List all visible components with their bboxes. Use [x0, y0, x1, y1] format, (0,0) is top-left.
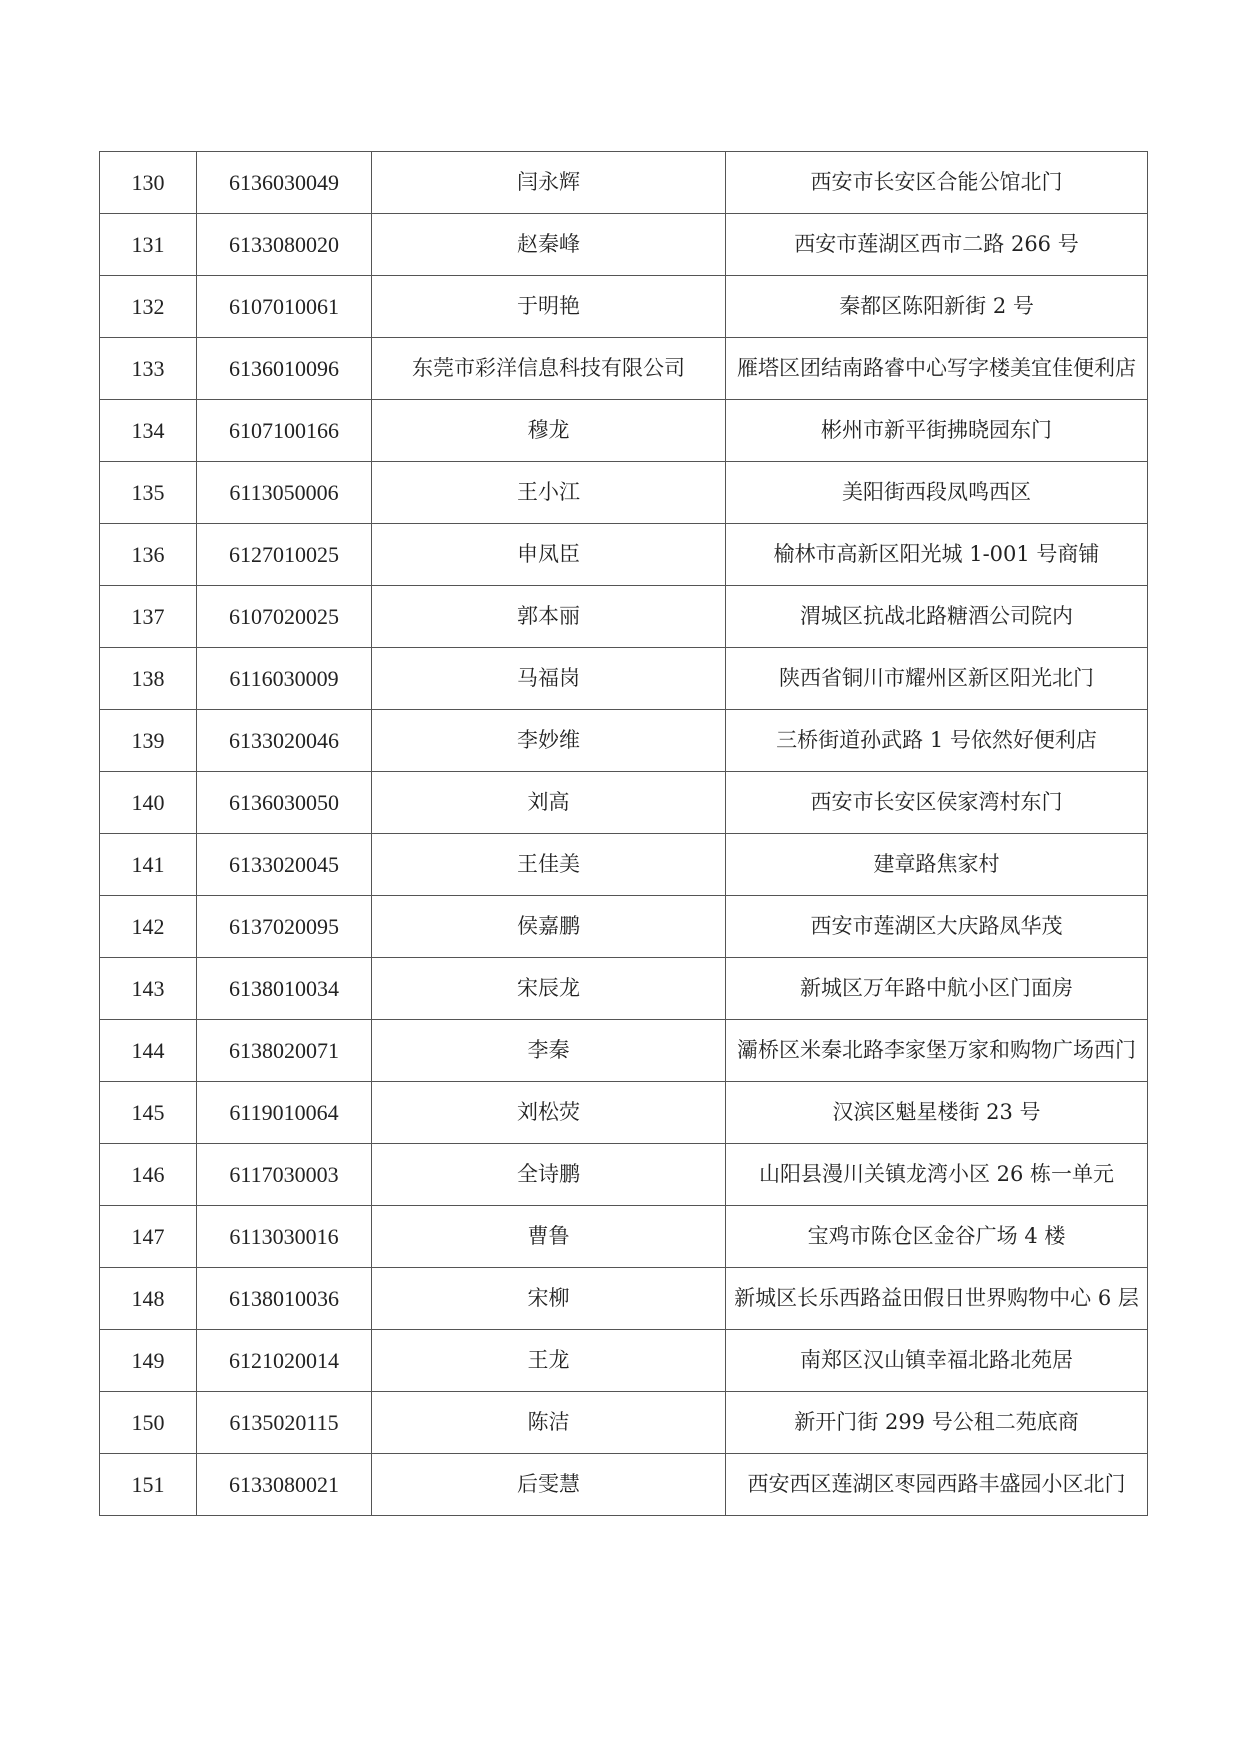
row-number-cell: 146 [100, 1144, 197, 1206]
owner-name-cell: 李秦 [372, 1020, 726, 1082]
owner-name-cell: 王佳美 [372, 834, 726, 896]
address-cell: 灞桥区米秦北路李家堡万家和购物广场西门 [726, 1020, 1148, 1082]
table-row [100, 1454, 1148, 1516]
table-row [100, 214, 1148, 276]
table-row [100, 772, 1148, 834]
outlet-code-cell: 6138020071 [197, 1020, 372, 1082]
row-number-cell: 138 [100, 648, 197, 710]
address-cell: 陕西省铜川市耀州区新区阳光北门 [726, 648, 1148, 710]
address-cell: 新开门街 299 号公租二苑底商 [726, 1392, 1148, 1454]
address-cell: 汉滨区魁星楼街 23 号 [726, 1082, 1148, 1144]
row-number-cell: 143 [100, 958, 197, 1020]
outlet-code-cell: 6133080021 [197, 1454, 372, 1516]
outlet-code-cell: 6116030009 [197, 648, 372, 710]
owner-name-cell: 李妙维 [372, 710, 726, 772]
row-number-cell: 147 [100, 1206, 197, 1268]
row-number-cell: 148 [100, 1268, 197, 1330]
owner-name-cell: 后雯慧 [372, 1454, 726, 1516]
owner-name-cell: 全诗鹏 [372, 1144, 726, 1206]
row-number-cell: 134 [100, 400, 197, 462]
table-row [100, 648, 1148, 710]
row-number-cell: 149 [100, 1330, 197, 1392]
address-cell: 西安市莲湖区大庆路凤华茂 [726, 896, 1148, 958]
table-row [100, 586, 1148, 648]
outlet-code-cell: 6136030050 [197, 772, 372, 834]
table-row [100, 1144, 1148, 1206]
owner-name-cell: 王龙 [372, 1330, 726, 1392]
address-cell: 建章路焦家村 [726, 834, 1148, 896]
address-cell: 西安市长安区侯家湾村东门 [726, 772, 1148, 834]
row-number-cell: 140 [100, 772, 197, 834]
owner-name-cell: 于明艳 [372, 276, 726, 338]
row-number-cell: 130 [100, 152, 197, 214]
address-cell: 美阳街西段凤鸣西区 [726, 462, 1148, 524]
table-row [100, 1082, 1148, 1144]
owner-name-cell: 东莞市彩洋信息科技有限公司 [372, 338, 726, 400]
owner-name-cell: 王小江 [372, 462, 726, 524]
table-body [100, 152, 1148, 1516]
address-cell: 西安市莲湖区西市二路 266 号 [726, 214, 1148, 276]
address-cell: 西安西区莲湖区枣园西路丰盛园小区北门 [726, 1454, 1148, 1516]
owner-name-cell: 宋柳 [372, 1268, 726, 1330]
owner-name-cell: 刘高 [372, 772, 726, 834]
row-number-cell: 150 [100, 1392, 197, 1454]
outlet-code-cell: 6133020046 [197, 710, 372, 772]
address-cell: 新城区长乐西路益田假日世界购物中心 6 层 [726, 1268, 1148, 1330]
table-row [100, 462, 1148, 524]
outlet-code-cell: 6138010036 [197, 1268, 372, 1330]
row-number-cell: 136 [100, 524, 197, 586]
outlet-code-cell: 6119010064 [197, 1082, 372, 1144]
table-row [100, 1330, 1148, 1392]
address-cell: 宝鸡市陈仓区金谷广场 4 楼 [726, 1206, 1148, 1268]
row-number-cell: 132 [100, 276, 197, 338]
table-row [100, 896, 1148, 958]
owner-name-cell: 陈洁 [372, 1392, 726, 1454]
outlet-code-cell: 6107010061 [197, 276, 372, 338]
owner-name-cell: 闫永辉 [372, 152, 726, 214]
owner-name-cell: 宋辰龙 [372, 958, 726, 1020]
table-row [100, 710, 1148, 772]
outlet-code-cell: 6133080020 [197, 214, 372, 276]
row-number-cell: 142 [100, 896, 197, 958]
row-number-cell: 131 [100, 214, 197, 276]
outlet-code-cell: 6107100166 [197, 400, 372, 462]
address-cell: 新城区万年路中航小区门面房 [726, 958, 1148, 1020]
outlet-code-cell: 6121020014 [197, 1330, 372, 1392]
row-number-cell: 133 [100, 338, 197, 400]
row-number-cell: 141 [100, 834, 197, 896]
table-row [100, 524, 1148, 586]
address-cell: 南郑区汉山镇幸福北路北苑居 [726, 1330, 1148, 1392]
address-cell: 西安市长安区合能公馆北门 [726, 152, 1148, 214]
row-number-cell: 139 [100, 710, 197, 772]
address-cell: 彬州市新平街拂晓园东门 [726, 400, 1148, 462]
outlet-code-cell: 6117030003 [197, 1144, 372, 1206]
row-number-cell: 144 [100, 1020, 197, 1082]
address-cell: 秦都区陈阳新街 2 号 [726, 276, 1148, 338]
table-row [100, 1206, 1148, 1268]
table-row [100, 152, 1148, 214]
address-cell: 雁塔区团结南路睿中心写字楼美宜佳便利店 [726, 338, 1148, 400]
table-row [100, 1268, 1148, 1330]
table-row [100, 1020, 1148, 1082]
owner-name-cell: 申凤臣 [372, 524, 726, 586]
row-number-cell: 135 [100, 462, 197, 524]
table-row [100, 834, 1148, 896]
outlet-code-cell: 6138010034 [197, 958, 372, 1020]
address-cell: 渭城区抗战北路糖酒公司院内 [726, 586, 1148, 648]
owner-name-cell: 刘松荧 [372, 1082, 726, 1144]
table-row [100, 958, 1148, 1020]
table-row [100, 338, 1148, 400]
outlet-code-cell: 6133020045 [197, 834, 372, 896]
outlet-code-cell: 6136010096 [197, 338, 372, 400]
address-cell: 三桥街道孙武路 1 号依然好便利店 [726, 710, 1148, 772]
owner-name-cell: 曹鲁 [372, 1206, 726, 1268]
table-row [100, 1392, 1148, 1454]
outlet-code-cell: 6135020115 [197, 1392, 372, 1454]
outlet-code-cell: 6136030049 [197, 152, 372, 214]
owner-name-cell: 穆龙 [372, 400, 726, 462]
outlet-code-cell: 6107020025 [197, 586, 372, 648]
outlet-code-cell: 6127010025 [197, 524, 372, 586]
owner-name-cell: 侯嘉鹏 [372, 896, 726, 958]
table-row [100, 400, 1148, 462]
address-cell: 山阳县漫川关镇龙湾小区 26 栋一单元 [726, 1144, 1148, 1206]
outlet-code-cell: 6137020095 [197, 896, 372, 958]
owner-name-cell: 马福岗 [372, 648, 726, 710]
row-number-cell: 145 [100, 1082, 197, 1144]
outlet-code-cell: 6113030016 [197, 1206, 372, 1268]
row-number-cell: 151 [100, 1454, 197, 1516]
outlet-table [99, 151, 1148, 1516]
row-number-cell: 137 [100, 586, 197, 648]
owner-name-cell: 郭本丽 [372, 586, 726, 648]
owner-name-cell: 赵秦峰 [372, 214, 726, 276]
address-cell: 榆林市高新区阳光城 1-001 号商铺 [726, 524, 1148, 586]
table-row [100, 276, 1148, 338]
outlet-code-cell: 6113050006 [197, 462, 372, 524]
